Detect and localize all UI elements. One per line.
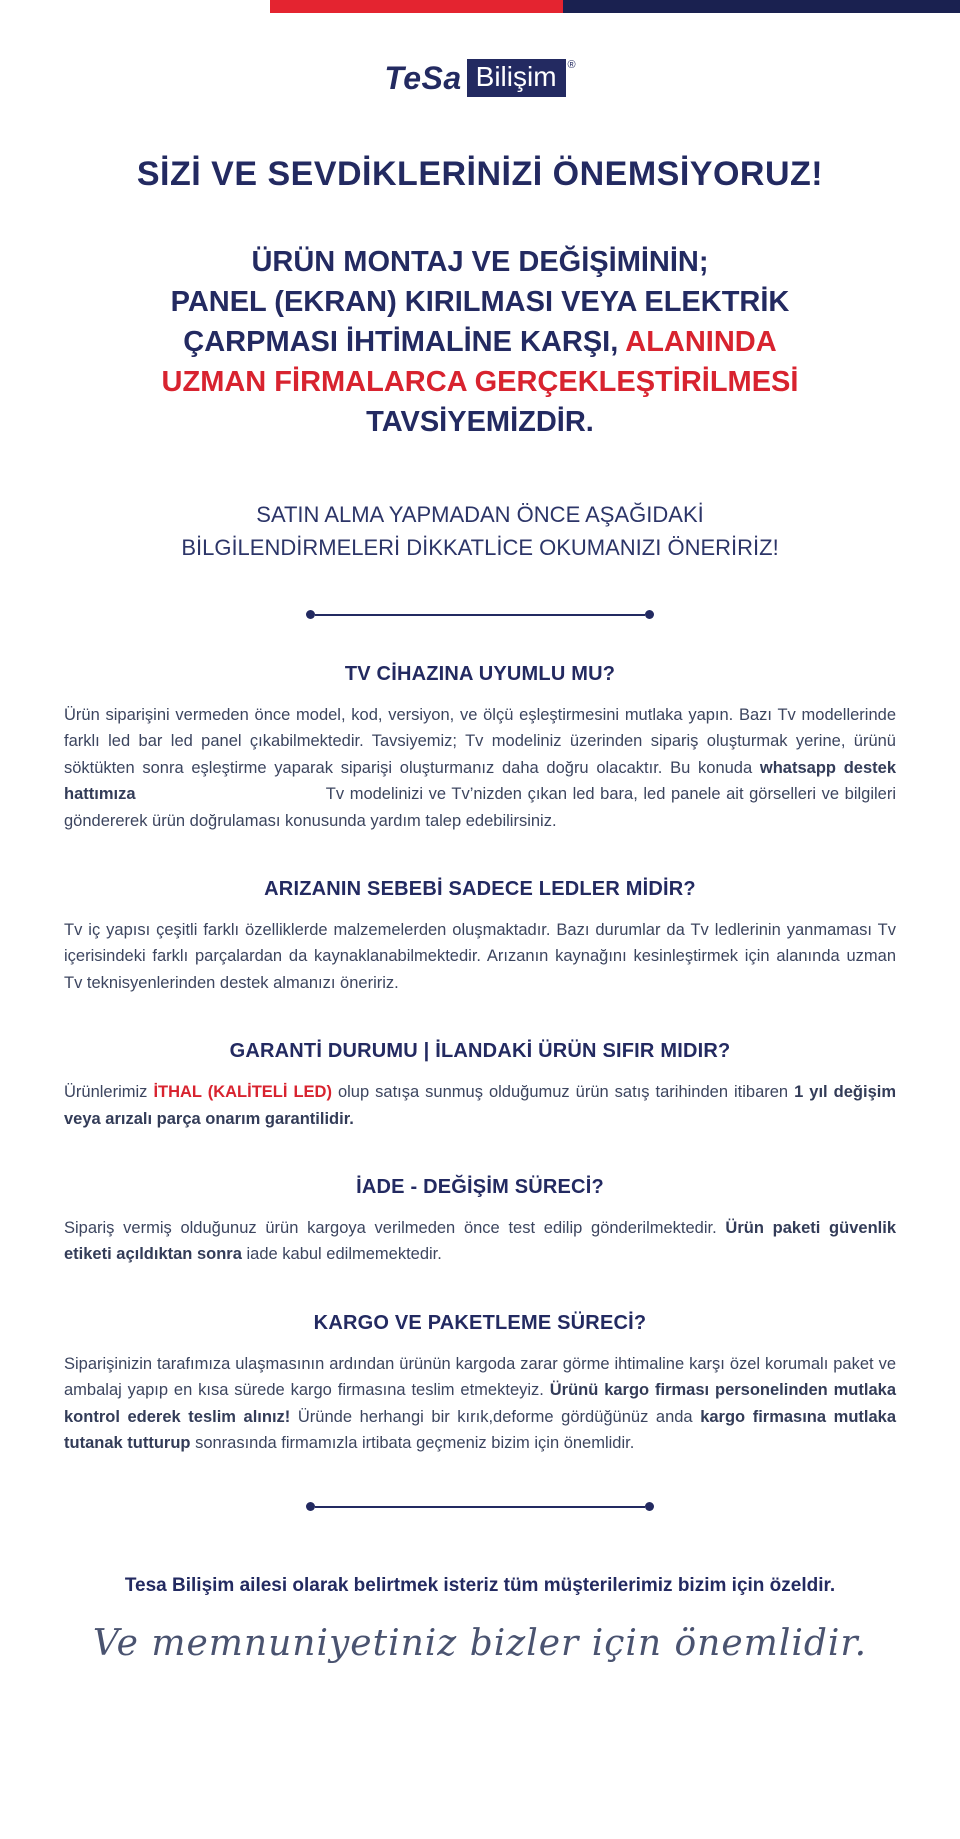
brand-logo xyxy=(0,59,960,97)
footer-script-line: Ve memnuniyetiniz bizler için önemlidir. xyxy=(92,1623,868,1665)
section-shipping xyxy=(0,1312,960,1457)
section-paragraph-fault-cause: Tv iç yapısı çeşitli farklı özelliklerde malzemelerden oluşmaktadır. Bazı durumlar da Tv ledlerinin yanmaması Tv içerisindeki farklı parçalardan da kaynaklanabilmektedir. Arızanın kaynağını kesinleştirmek için alanında uzman Tv teknisyenlerinden destek almanızı öneririz. xyxy=(64,921,896,992)
section-title-fault-cause: ARIZANIN SEBEBİ SADECE LEDLER MİDİR? xyxy=(264,878,696,901)
hero-subtitle: ÜRÜN MONTAJ VE DEĞİŞİMİNİN; PANEL (EKRAN) KIRILMASI VEYA ELEKTRİK ÇARPMASI İHTİMALİNE KARŞI, ALANINDA UZMAN FİRMALARCA GERÇEKLEŞTİRİLMESİ TAVSİYEMİZDİR. xyxy=(161,246,799,439)
section-return-exchange xyxy=(0,1176,960,1268)
section-title-warranty: GARANTİ DURUMU | İLANDAKİ ÜRÜN SIFIR MIDIR? xyxy=(229,1040,731,1063)
divider-line xyxy=(315,614,645,616)
section-paragraph-return-exchange: Sipariş vermiş olduğunuz ürün kargoya verilmeden önce test edilip gönderilmektedir. Ürün paketi güvenlik etiketi açıldıktan sonra iade kabul edilmemektedir. xyxy=(64,1218,896,1264)
divider-bottom xyxy=(0,1502,960,1511)
section-title-return-exchange: İADE - DEĞİŞİM SÜRECİ? xyxy=(356,1175,604,1198)
divider-top xyxy=(0,610,960,619)
divider-dot-left xyxy=(306,610,315,619)
logo-bilisim-box: Bilişim xyxy=(467,59,566,97)
divider-dot-right xyxy=(645,1502,654,1511)
section-warranty xyxy=(0,1040,960,1132)
section-compatibility xyxy=(0,663,960,834)
section-paragraph-shipping: Siparişinizin tarafımıza ulaşmasının ardından ürünün kargoda zarar görme ihtimaline karşı özel korumalı paket ve ambalaj yapıp en kısa sürede kargo firmasına teslim etmekteyiz. Ürünü kargo firması personelinden mutlaka kontrol ederek teslim alınız! Üründe herhangi bir kırık,deforme gördüğünüz anda kargo firmasına mutlaka tutanak tutturup sonrasında firmamızla irtibata geçmeniz bizim için önemlidir. xyxy=(64,1354,897,1452)
topbar-navy-segment xyxy=(563,0,960,13)
topbar-red-segment xyxy=(270,0,563,13)
divider-dot-left xyxy=(306,1502,315,1511)
topbar-white-segment xyxy=(0,0,270,13)
section-fault-cause xyxy=(0,878,960,996)
divider-line xyxy=(315,1506,645,1508)
footer-statement: Tesa Bilişim ailesi olarak belirtmek isteriz tüm müşterilerimiz bizim için özeldir. xyxy=(124,1575,836,1597)
section-paragraph-compatibility: Ürün siparişini vermeden önce model, kod, versiyon, ve ölçü eşleştirmesini mutlaka yapın. Bazı Tv modellerinde farklı led bar led panel çıkabilmektedir. Tavsiyemiz; Tv modeliniz üzerinden sipariş oluşturmak yerine, ürünü söktükten sonra eşleştirme yaparak siparişi oluşturmanız daha doğru olacaktır. Bu konuda whatsapp destek hattımıza Tv modelinizi ve Tv’nizden çıkan led bara, led panele ait görselleri ve bilgileri göndererek ürün doğrulaması konusunda yardım talep edebilirsiniz. xyxy=(64,706,896,830)
section-paragraph-warranty: Ürünlerimiz İTHAL (KALİTELİ LED) olup satışa sunmuş olduğumuz ürün satış tarihinden itibaren 1 yıl değişim veya arızalı parça onarım garantilidir. xyxy=(64,1083,896,1128)
section-title-shipping: KARGO VE PAKETLEME SÜRECİ? xyxy=(313,1311,647,1334)
purchase-notice: SATIN ALMA YAPMADAN ÖNCE AŞAĞIDAKİ BİLGİLENDİRMELERİ DİKKATLİCE OKUMANIZI ÖNERİRİZ! xyxy=(181,502,779,561)
logo-tesa-text: TeSa xyxy=(384,59,462,96)
section-title-compatibility: TV CİHAZINA UYUMLU MU? xyxy=(344,663,616,686)
top-color-bar xyxy=(0,0,960,13)
divider-dot-right xyxy=(645,610,654,619)
page-title: SİZİ VE SEVDİKLERİNİZİ ÖNEMSİYORUZ! xyxy=(136,155,824,193)
registered-trademark-mark: ® xyxy=(567,59,576,71)
